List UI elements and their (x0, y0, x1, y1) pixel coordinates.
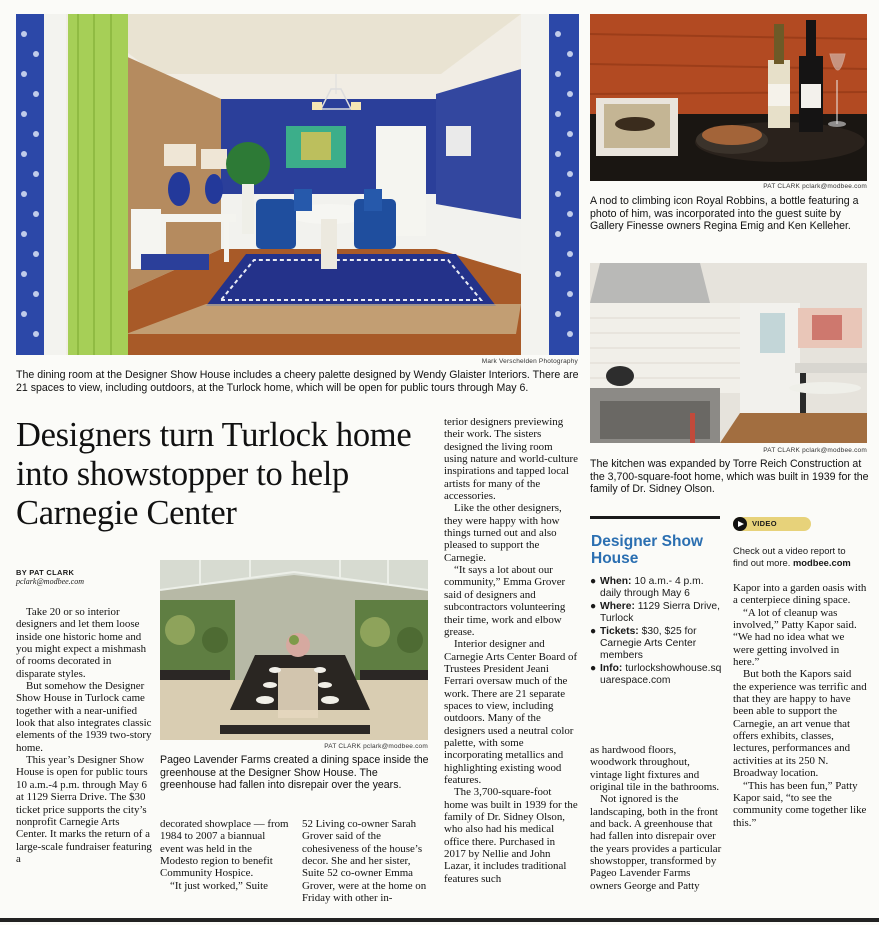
fact-when: ● When: 10 a.m.- 4 p.m. daily through May 6 (590, 576, 704, 600)
video-promo-text: Check out a video report to find out more. modbee.com (733, 545, 851, 568)
dining-photo-credit: Mark Verschelden Photography (481, 358, 578, 365)
paragraph: Take 20 or so interior designers and let them loose inside one historic home and you might expect a mishmash of rooms decorated in disparate styles. (16, 606, 147, 680)
greenhouse-photo-caption: Pageo Lavender Farms created a dining space inside the greenhouse at the Designer Show House. The greenhouse had fallen into disrepair over the years. (160, 754, 429, 792)
sidebar-facts (590, 576, 725, 688)
dining-room-photo (16, 14, 579, 355)
bullet-icon: ● (590, 662, 597, 674)
wine-photo-caption: A nod to climbing icon Royal Robbins, a bottle featuring a photo of him, was incorporated into the guest suite by Gallery Finesse owners Regina Emig and Ken Kelleher. (590, 195, 859, 233)
article-column-3 (302, 818, 432, 904)
kitchen-photo-credit: PAT CLARK pclark@modbee.com (763, 447, 867, 454)
paragraph: “A lot of cleanup was involved,” Patty Kapor said. “We had no idea what we were getting involved in here.” (733, 606, 857, 669)
article-column-5 (590, 744, 724, 892)
paragraph: terior designers previewing their work. The sisters designed the living room using nature and world-culture inspirations and tapped local artists for many of the accessories. (444, 416, 578, 503)
article-headline: Designers turn Turlock home into showstopper to help Carnegie Center (16, 416, 412, 532)
paragraph: Like the other designers, they were happy with how things turned out and also pleased to support the Carnegie. (444, 502, 562, 564)
video-site-link[interactable]: modbee.com (792, 557, 851, 568)
kitchen-photo (590, 263, 867, 443)
paragraph: But somehow the Designer Show House in Turlock came together with a near-unified look that also integrates classic elements of the 1939 two-story home. (16, 680, 152, 754)
play-icon[interactable] (733, 517, 747, 531)
bullet-icon: ● (590, 625, 597, 637)
paragraph: “It just worked,” Suite (170, 879, 268, 892)
video-badge[interactable] (733, 517, 811, 531)
paragraph: The 3,700-square-foot home was built in 1939 for the family of Dr. Sidney Olson, who also had his medical office there. Purchased in 2017 by Nellie and John Lazar, it includes traditional features such (444, 786, 578, 885)
paragraph: as hardwood floors, woodwork throughout, vintage light fixtures and original tile in the bathrooms. (590, 744, 720, 794)
paragraph: This year’s Designer Show House is open for public tours 10 a.m.-4 p.m. through May 6 at 1129 Sierra Drive. The $30 ticket price supports the city’s nonprofit Carnegie Arts Center. It marks the return of a large-scale fundraiser featuring a (16, 754, 152, 865)
paragraph: Kapor into a garden oasis with a centerpiece dining space. (733, 582, 867, 607)
page-bottom-rule (0, 918, 879, 922)
byline (16, 568, 156, 586)
greenhouse-photo (160, 560, 428, 740)
article-column-6 (733, 582, 867, 829)
bullet-icon: ● (590, 600, 597, 612)
byline-name: BY PAT CLARK (16, 568, 75, 577)
article-column-1 (16, 606, 152, 865)
greenhouse-photo-credit: PAT CLARK pclark@modbee.com (324, 743, 428, 750)
dining-photo-caption: The dining room at the Designer Show House includes a cheery palette designed by Wendy Glaister Interiors. There are 21 spaces to view, including outdoors, at the Turlock home, which will be open for public tours through May 6. (16, 369, 579, 394)
wine-photo-credit: PAT CLARK pclark@modbee.com (763, 183, 867, 190)
bullet-icon: ● (590, 576, 597, 587)
paragraph: But both the Kapors said the experience was terrific and that they are happy to have been able to support the Carnegie, an art venue that offers exhibits, classes, lectures, performances and activities at its 250 N. Broadway location. (733, 668, 867, 780)
kitchen-photo-caption: The kitchen was expanded by Torre Reich Construction at the 3,700-square-foot home, which was built in 1939 for the family of Dr. Sidney Olson. (590, 458, 869, 496)
paragraph: Interior designer and Carnegie Arts Center Board of Trustees President Jeani Ferrari oversaw much of the work. There are 21 separate spaces to view, including outdoors. Many of the designers used a neutral color palette, with some incorporating metallics and highlighting existing wood features. (444, 638, 578, 786)
video-label: VIDEO (752, 519, 777, 528)
paragraph: Not ignored is the landscaping, both in the front and back. A greenhouse that had fallen into disrepair over the years provides a particular showstopper, transformed by Pageo Lavender Farms owners George and Patty (590, 793, 722, 892)
sidebar-top-rule (590, 516, 720, 519)
wine-bottle-photo (590, 14, 867, 181)
paragraph: “It says a lot about our community,” Emma Grover said of designers and subcontractors volunteering their time, work and elbow grease. (444, 564, 566, 638)
article-column-4 (444, 416, 578, 885)
article-column-2 (160, 818, 290, 892)
paragraph: decorated showplace — from 1984 to 2007 a biannual event was held in the Modesto region to benefit Community Hospice. (160, 818, 289, 880)
paragraph: 52 Living co-owner Sarah Grover said of the cohesiveness of the house’s decor. She and her sister, Suite 52 co-owner Emma Grover, were at the home on Friday with other in- (302, 818, 427, 905)
fact-tickets: ● Tickets: $30, $25 for Carnegie Arts Center members (590, 625, 697, 662)
fact-info: ● Info: turlockshowhouse.squarespace.com (590, 662, 722, 687)
byline-email: pclark@modbee.com (16, 577, 85, 586)
fact-where: ● Where: 1129 Sierra Drive, Turlock (590, 600, 721, 625)
sidebar-title: Designer Show House (591, 533, 703, 567)
paragraph: “This has been fun,” Patty Kapor said, “to see the community come together like this.” (733, 779, 867, 829)
